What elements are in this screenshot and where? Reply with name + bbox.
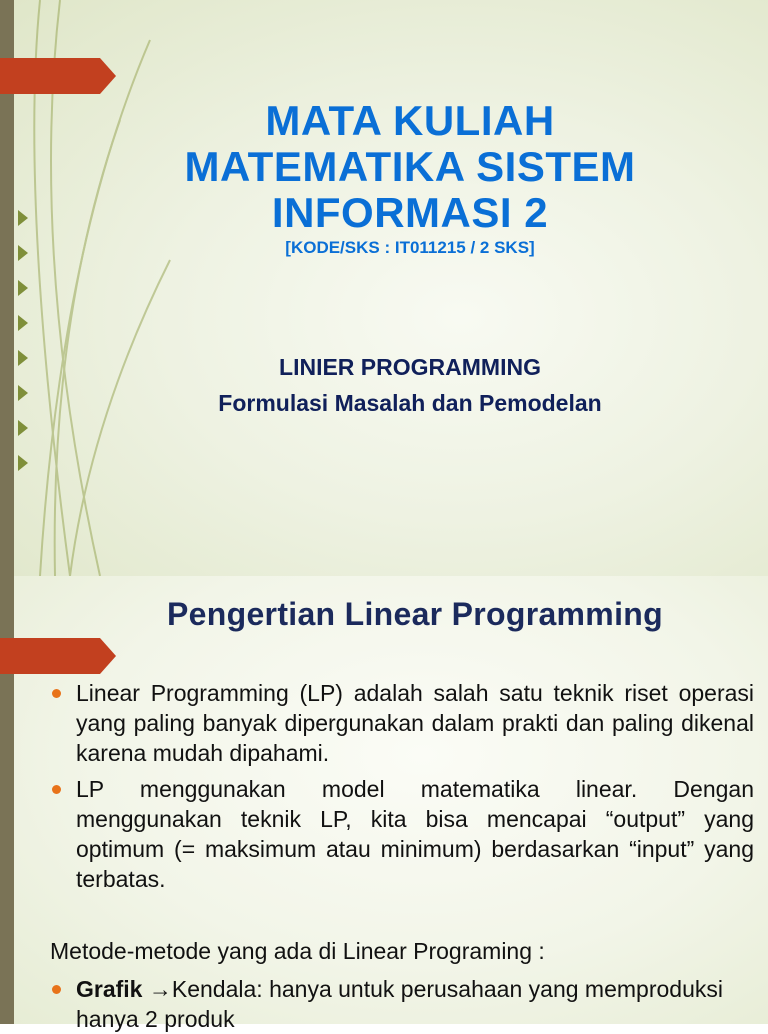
grafik-label: Grafik xyxy=(76,976,143,1002)
list-item xyxy=(50,678,754,768)
grafik-item xyxy=(50,974,768,1034)
grafik-description: Kendala: hanya untuk perusahaan yang memproduksi hanya 2 produk xyxy=(76,976,723,1032)
bullet-dot-icon xyxy=(52,785,61,794)
arrow-right-icon: → xyxy=(148,976,172,1002)
title-line-1: MATA KULIAH xyxy=(265,97,555,144)
bullet-text: Linear Programming (LP) adalah salah satu teknik riset operasi yang paling banyak dipergunakan dalam prakti dan paling dikenal karena mudah dipahami. xyxy=(76,680,754,766)
subtitle-topic: LINIER PROGRAMMING xyxy=(279,354,541,380)
red-tab-marker xyxy=(0,58,116,94)
bullet-dot-icon xyxy=(52,689,61,698)
bullet-list xyxy=(50,678,754,900)
bullet-text: LP menggunakan model matematika linear. Dengan menggunakan teknik LP, kita bisa mencapai “output” yang optimum (= maksimum atau minimum) berdasarkan “input” yang terbatas. xyxy=(76,776,754,892)
bullet-dot-icon xyxy=(52,985,61,994)
title-line-2: MATEMATIKA SISTEM xyxy=(184,143,636,190)
course-code: [KODE/SKS : IT011215 / 2 SKS] xyxy=(285,238,535,257)
slide-title xyxy=(60,98,760,236)
slide-heading: Pengertian Linear Programming xyxy=(167,596,663,632)
subtitle-description: Formulasi Masalah dan Pemodelan xyxy=(218,390,602,416)
red-tab-marker xyxy=(0,638,116,674)
title-line-3: INFORMASI 2 xyxy=(271,189,549,236)
methods-label: Metode-metode yang ada di Linear Programing : xyxy=(50,938,545,964)
list-item xyxy=(50,774,754,894)
